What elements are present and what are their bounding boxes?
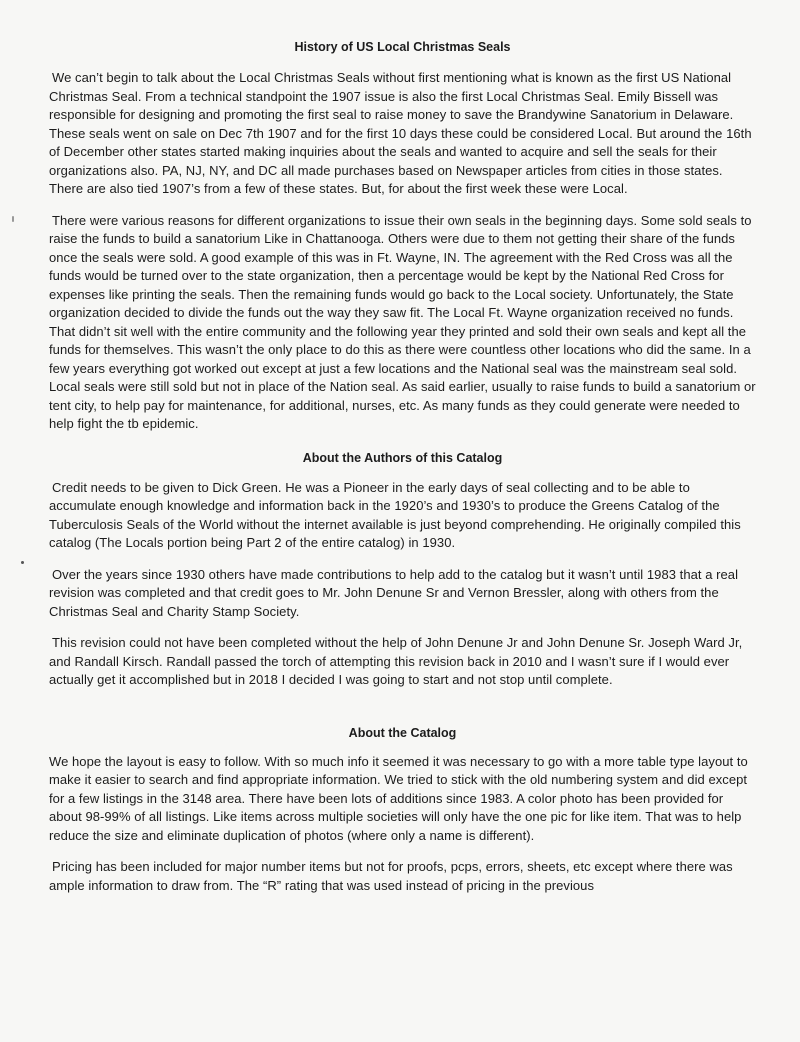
authors-paragraph-1: Credit needs to be given to Dick Green. He was a Pioneer in the early days of seal collecting and to be able to accumulate enough knowledge and information back in the 1920’s and 1930’s to produce the Greens Catalog of the Tuberculosis Seals of the World without the internet available is just beyond comprehending. He originally compiled this catalog (The Locals portion being Part 2 of the entire catalog) in 1930. bbox=[49, 479, 741, 550]
authors-paragraph-2: Over the years since 1930 others have made contributions to help add to the catalog but it wasn’t until 1983 that a real revision was completed and that credit goes to Mr. John Denune Sr and Vernon Bressler, along with others from the Christmas Seal and Charity Stamp Society. bbox=[49, 566, 739, 619]
catalog-paragraph-2: Pricing has been included for major number items but not for proofs, pcps, errors, sheets, etc except where there was ample information to draw from. The “R” rating that was used instead of pricing in the previous bbox=[49, 859, 733, 893]
history-paragraph-2: There were various reasons for different organizations to issue their own seals in the beginning days. Some sold seals to raise the funds to build a sanatorium Like in Chattanooga. Others were due to them not getting their share of the funds once the seals were sold. A good example of this was in Ft. Wayne, IN. The agreement with the Red Cross was all the funds would be turned over to the state organization, then a percentage would be kept by the National Red Cross for expenses like printing the seals. Then the remaining funds would go back to the Local society. Unfortunately, the State organization decided to divide the funds out the way they saw fit. The Local Ft. Wayne organization received no funds. That didn’t sit well with the entire community and the following year they printed and sold their own seals and kept all the funds for themselves. This wasn’t the only place to do this as there were countless other locations who did the same. In a few years everything got worked out except at just a few locations and the National seal was the mainstream seal sold. Local seals were still sold but not in place of the Nation seal. As said earlier, usually to raise funds to build a sanatorium or tent city, to help pay for maintenance, for additional, nurses, etc. As many funds as they could generate were needed to help fight the tb epidemic. bbox=[49, 212, 756, 431]
catalog-heading: About the Catalog bbox=[348, 725, 457, 740]
catalog-paragraph-1: We hope the layout is easy to follow. With so much info it seemed it was necessary to go with a more table type layout to make it easier to search and find appropriate information. We tried to stick with the old numbering system and did except for a few listings in the 3148 area. There have been lots of additions since 1983. A color photo has been provided for about 98-99% of all listings. Like items across multiple societies will only have the one pic for like item. That was to help reduce the size and eliminate duplication of photos (where only a name is different). bbox=[49, 753, 748, 843]
page-title: History of US Local Christmas Seals bbox=[294, 40, 511, 54]
authors-paragraph-3: This revision could not have been completed without the help of John Denune Jr and John Denune Sr. Joseph Ward Jr, and Randall Kirsch. Randall passed the torch of attempting this revision back in 2010 and I wasn’t sure if I would ever actually get it accomplished but in 2018 I decided I was going to start and not stop until complete. bbox=[49, 635, 743, 687]
authors-heading: About the Authors of this Catalog bbox=[302, 450, 503, 465]
history-paragraph-1: We can’t begin to talk about the Local Christmas Seals without first mentioning what is known as the first US National Christmas Seal. From a technical standpoint the 1907 issue is also the first Local Christmas Seal. Emily Bissell was responsible for designing and promoting the first seal to raise money to save the Brandywine Sanatorium in Delaware. These seals went on sale on Dec 7th 1907 and for the first 10 days these could be considered Local. But around the 16th of December other states started making inquiries about the seals and wanted to acquire and sell the seals for their organizations also. PA, NJ, NY, and DC all made purchases based on Newspaper articles from cities in those states. There are also tied 1907’s from a few of these states. But, for about the first week these were Local. bbox=[49, 70, 752, 196]
scan-speck bbox=[21, 561, 24, 564]
scan-speck bbox=[12, 216, 14, 222]
